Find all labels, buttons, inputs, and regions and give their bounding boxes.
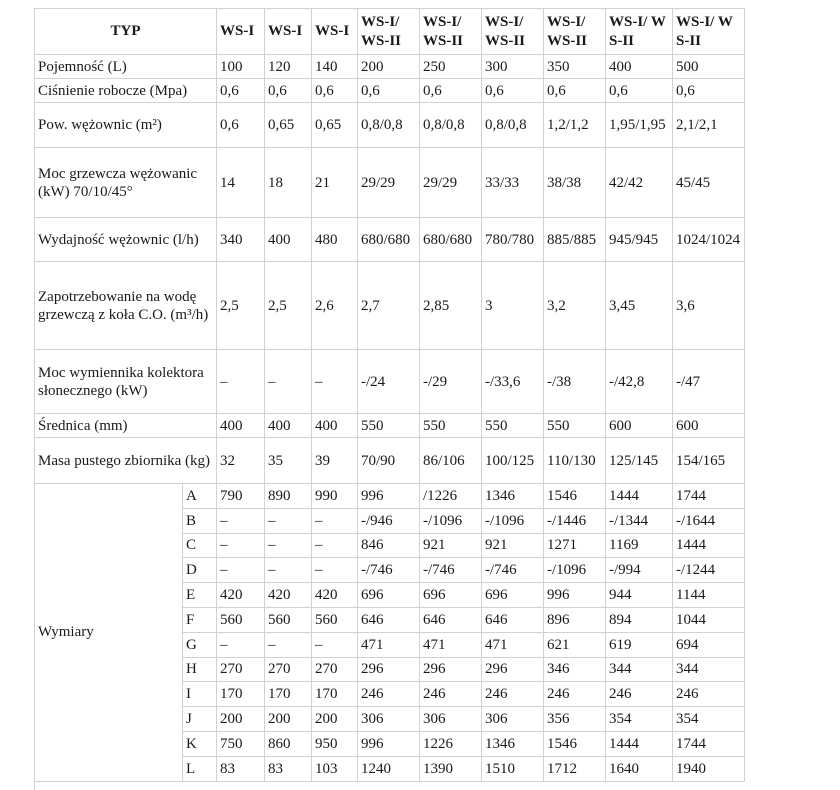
- value-cell: 100/125: [482, 438, 544, 484]
- value-cell: 246: [673, 682, 745, 707]
- value-cell: 344: [673, 657, 745, 682]
- value-cell: –: [312, 533, 358, 558]
- value-cell: 340: [217, 218, 265, 262]
- value-cell: 18: [265, 148, 312, 218]
- table-row: [35, 55, 745, 79]
- value-cell: –: [312, 350, 358, 414]
- value-cell: 471: [482, 632, 544, 657]
- dimension-key: H: [183, 657, 217, 682]
- value-cell: -/1344: [606, 508, 673, 533]
- value-cell: 306: [420, 707, 482, 732]
- value-cell: –: [217, 533, 265, 558]
- table-row: [35, 148, 745, 218]
- value-cell: 996: [544, 583, 606, 608]
- value-cell: 480: [312, 218, 358, 262]
- value-cell: 471: [358, 632, 420, 657]
- value-cell: 780/780: [482, 218, 544, 262]
- value-cell: 0,6: [217, 79, 265, 103]
- value-cell: 696: [420, 583, 482, 608]
- value-cell: 1390: [420, 756, 482, 781]
- value-cell: 1510: [482, 756, 544, 781]
- value-cell: 110/130: [544, 438, 606, 484]
- value-cell: 306: [358, 707, 420, 732]
- value-cell: –: [312, 508, 358, 533]
- value-cell: 296: [358, 657, 420, 682]
- value-cell: -/746: [420, 558, 482, 583]
- value-cell: 296: [482, 657, 544, 682]
- value-cell: 400: [265, 414, 312, 438]
- value-cell: -/746: [482, 558, 544, 583]
- value-cell: 400: [312, 414, 358, 438]
- header-model: WS-I/ WS-II: [544, 9, 606, 55]
- value-cell: 3,45: [606, 262, 673, 350]
- value-cell: 550: [420, 414, 482, 438]
- value-cell: 246: [358, 682, 420, 707]
- value-cell: 14: [217, 148, 265, 218]
- value-cell: 646: [358, 607, 420, 632]
- value-cell: 550: [544, 414, 606, 438]
- value-cell: –: [265, 350, 312, 414]
- value-cell: 1,2/1,2: [544, 103, 606, 148]
- value-cell: -/1244: [673, 558, 745, 583]
- value-cell: 885/885: [544, 218, 606, 262]
- value-cell: 170: [217, 682, 265, 707]
- value-cell: 696: [482, 583, 544, 608]
- value-cell: 120: [265, 55, 312, 79]
- value-cell: –: [265, 558, 312, 583]
- value-cell: 350: [544, 55, 606, 79]
- value-cell: 170: [265, 682, 312, 707]
- value-cell: 0,6: [265, 79, 312, 103]
- value-cell: -/1446: [544, 508, 606, 533]
- value-cell: -/746: [358, 558, 420, 583]
- value-cell: 921: [482, 533, 544, 558]
- value-cell: 344: [606, 657, 673, 682]
- dimensions-group-label: Wymiary: [35, 484, 183, 782]
- value-cell: 600: [673, 414, 745, 438]
- table-row: [35, 350, 745, 414]
- value-cell: 3,6: [673, 262, 745, 350]
- value-cell: 680/680: [358, 218, 420, 262]
- value-cell: 400: [217, 414, 265, 438]
- value-cell: 420: [312, 583, 358, 608]
- value-cell: 103: [312, 756, 358, 781]
- value-cell: 694: [673, 632, 745, 657]
- value-cell: 890: [265, 484, 312, 509]
- specification-table: [34, 8, 745, 782]
- value-cell: 306: [482, 707, 544, 732]
- value-cell: 560: [217, 607, 265, 632]
- value-cell: 400: [265, 218, 312, 262]
- parameter-label: Pow. wężownic (m²): [35, 103, 217, 148]
- value-cell: 2,6: [312, 262, 358, 350]
- value-cell: -/24: [358, 350, 420, 414]
- value-cell: 860: [265, 731, 312, 756]
- value-cell: 471: [420, 632, 482, 657]
- parameter-label: Zapotrzebowanie na wodę grzewczą z koła C.O. (m³/h): [35, 262, 217, 350]
- header-row: [35, 9, 745, 55]
- dimension-key: I: [183, 682, 217, 707]
- dimension-key: K: [183, 731, 217, 756]
- value-cell: 560: [265, 607, 312, 632]
- value-cell: 21: [312, 148, 358, 218]
- value-cell: 246: [420, 682, 482, 707]
- value-cell: 0,6: [312, 79, 358, 103]
- value-cell: -/1096: [420, 508, 482, 533]
- value-cell: 354: [606, 707, 673, 732]
- header-model: WS-I: [312, 9, 358, 55]
- value-cell: 619: [606, 632, 673, 657]
- parameter-label: Moc grzewcza wężowanic (kW) 70/10/45°: [35, 148, 217, 218]
- value-cell: 1271: [544, 533, 606, 558]
- value-cell: –: [265, 632, 312, 657]
- value-cell: 1044: [673, 607, 745, 632]
- value-cell: 0,6: [217, 103, 265, 148]
- value-cell: 29/29: [420, 148, 482, 218]
- value-cell: 70/90: [358, 438, 420, 484]
- header-model: WS-I/ WS-II: [482, 9, 544, 55]
- dimension-key: C: [183, 533, 217, 558]
- value-cell: 1144: [673, 583, 745, 608]
- value-cell: 0,6: [482, 79, 544, 103]
- value-cell: -/38: [544, 350, 606, 414]
- value-cell: 300: [482, 55, 544, 79]
- value-cell: -/29: [420, 350, 482, 414]
- parameter-label: Masa pustego zbiornika (kg): [35, 438, 217, 484]
- value-cell: 1640: [606, 756, 673, 781]
- value-cell: 996: [358, 731, 420, 756]
- value-cell: 0,8/0,8: [482, 103, 544, 148]
- value-cell: –: [217, 558, 265, 583]
- parameter-label: Pojemność (L): [35, 55, 217, 79]
- value-cell: 1444: [606, 731, 673, 756]
- value-cell: 42/42: [606, 148, 673, 218]
- value-cell: 1712: [544, 756, 606, 781]
- value-cell: 621: [544, 632, 606, 657]
- header-model: WS-I: [265, 9, 312, 55]
- value-cell: 550: [482, 414, 544, 438]
- parameter-label: Ciśnienie robocze (Mpa): [35, 79, 217, 103]
- value-cell: 356: [544, 707, 606, 732]
- value-cell: -/994: [606, 558, 673, 583]
- value-cell: 100: [217, 55, 265, 79]
- dimension-key: L: [183, 756, 217, 781]
- parameter-label: Średnica (mm): [35, 414, 217, 438]
- value-cell: 354: [673, 707, 745, 732]
- parameter-label: Wydajność wężownic (l/h): [35, 218, 217, 262]
- value-cell: 29/29: [358, 148, 420, 218]
- value-cell: 1226: [420, 731, 482, 756]
- value-cell: 420: [217, 583, 265, 608]
- value-cell: 3: [482, 262, 544, 350]
- value-cell: 270: [265, 657, 312, 682]
- value-cell: 0,6: [358, 79, 420, 103]
- value-cell: –: [217, 350, 265, 414]
- header-model: WS-I: [217, 9, 265, 55]
- value-cell: 750: [217, 731, 265, 756]
- value-cell: 83: [217, 756, 265, 781]
- table-row: [35, 218, 745, 262]
- value-cell: 2,5: [217, 262, 265, 350]
- dimension-key: D: [183, 558, 217, 583]
- value-cell: 0,8/0,8: [358, 103, 420, 148]
- table-row: [35, 438, 745, 484]
- header-model: WS-I/ WS-II: [358, 9, 420, 55]
- value-cell: 200: [265, 707, 312, 732]
- value-cell: -/33,6: [482, 350, 544, 414]
- value-cell: 1240: [358, 756, 420, 781]
- value-cell: 0,6: [420, 79, 482, 103]
- value-cell: -/1644: [673, 508, 745, 533]
- value-cell: 646: [420, 607, 482, 632]
- value-cell: 200: [358, 55, 420, 79]
- value-cell: –: [312, 558, 358, 583]
- value-cell: 680/680: [420, 218, 482, 262]
- value-cell: 2,1/2,1: [673, 103, 745, 148]
- value-cell: 996: [358, 484, 420, 509]
- value-cell: 0,8/0,8: [420, 103, 482, 148]
- value-cell: 550: [358, 414, 420, 438]
- value-cell: 200: [312, 707, 358, 732]
- value-cell: 2,7: [358, 262, 420, 350]
- value-cell: 646: [482, 607, 544, 632]
- value-cell: /1226: [420, 484, 482, 509]
- value-cell: 125/145: [606, 438, 673, 484]
- value-cell: 1940: [673, 756, 745, 781]
- value-cell: 45/45: [673, 148, 745, 218]
- value-cell: 83: [265, 756, 312, 781]
- value-cell: 0,6: [673, 79, 745, 103]
- table-row: [35, 103, 745, 148]
- value-cell: -/42,8: [606, 350, 673, 414]
- value-cell: 1169: [606, 533, 673, 558]
- value-cell: -/1096: [544, 558, 606, 583]
- value-cell: 154/165: [673, 438, 745, 484]
- value-cell: -/946: [358, 508, 420, 533]
- value-cell: 200: [217, 707, 265, 732]
- value-cell: -/1096: [482, 508, 544, 533]
- value-cell: 1024/1024: [673, 218, 745, 262]
- value-cell: –: [265, 508, 312, 533]
- value-cell: 790: [217, 484, 265, 509]
- value-cell: 0,6: [544, 79, 606, 103]
- value-cell: 35: [265, 438, 312, 484]
- value-cell: 2,85: [420, 262, 482, 350]
- dimension-key: F: [183, 607, 217, 632]
- value-cell: 600: [606, 414, 673, 438]
- value-cell: 894: [606, 607, 673, 632]
- value-cell: 1444: [606, 484, 673, 509]
- value-cell: 945/945: [606, 218, 673, 262]
- value-cell: 1346: [482, 484, 544, 509]
- value-cell: -/47: [673, 350, 745, 414]
- page-border-line: [34, 772, 35, 790]
- value-cell: 696: [358, 583, 420, 608]
- header-model: WS-I/ WS-II: [420, 9, 482, 55]
- value-cell: 500: [673, 55, 745, 79]
- parameter-label: Moc wymiennika kolektora słonecznego (kW): [35, 350, 217, 414]
- value-cell: 32: [217, 438, 265, 484]
- dimension-key: B: [183, 508, 217, 533]
- header-typ: TYP: [35, 9, 217, 55]
- header-model: WS-I/ WS-II: [673, 9, 745, 55]
- dimension-row: [35, 484, 745, 509]
- value-cell: 560: [312, 607, 358, 632]
- value-cell: 1346: [482, 731, 544, 756]
- dimension-key: A: [183, 484, 217, 509]
- value-cell: 2,5: [265, 262, 312, 350]
- value-cell: 846: [358, 533, 420, 558]
- value-cell: 140: [312, 55, 358, 79]
- value-cell: 250: [420, 55, 482, 79]
- value-cell: 400: [606, 55, 673, 79]
- value-cell: 346: [544, 657, 606, 682]
- value-cell: 1744: [673, 731, 745, 756]
- value-cell: 270: [217, 657, 265, 682]
- value-cell: 990: [312, 484, 358, 509]
- value-cell: 38/38: [544, 148, 606, 218]
- table-row: [35, 262, 745, 350]
- value-cell: 1744: [673, 484, 745, 509]
- value-cell: 170: [312, 682, 358, 707]
- value-cell: 1546: [544, 484, 606, 509]
- value-cell: 0,65: [265, 103, 312, 148]
- value-cell: 1,95/1,95: [606, 103, 673, 148]
- value-cell: –: [312, 632, 358, 657]
- value-cell: 3,2: [544, 262, 606, 350]
- value-cell: 246: [544, 682, 606, 707]
- value-cell: 86/106: [420, 438, 482, 484]
- header-model: WS-I/ WS-II: [606, 9, 673, 55]
- value-cell: 296: [420, 657, 482, 682]
- value-cell: 39: [312, 438, 358, 484]
- table-row: [35, 79, 745, 103]
- value-cell: –: [217, 632, 265, 657]
- value-cell: 0,6: [606, 79, 673, 103]
- dimension-key: J: [183, 707, 217, 732]
- value-cell: 0,65: [312, 103, 358, 148]
- dimension-key: G: [183, 632, 217, 657]
- dimension-key: E: [183, 583, 217, 608]
- value-cell: 420: [265, 583, 312, 608]
- value-cell: –: [265, 533, 312, 558]
- value-cell: 33/33: [482, 148, 544, 218]
- value-cell: 1444: [673, 533, 745, 558]
- value-cell: 896: [544, 607, 606, 632]
- value-cell: 944: [606, 583, 673, 608]
- value-cell: 246: [606, 682, 673, 707]
- value-cell: 246: [482, 682, 544, 707]
- value-cell: 921: [420, 533, 482, 558]
- value-cell: –: [217, 508, 265, 533]
- value-cell: 270: [312, 657, 358, 682]
- table-row: [35, 414, 745, 438]
- value-cell: 1546: [544, 731, 606, 756]
- value-cell: 950: [312, 731, 358, 756]
